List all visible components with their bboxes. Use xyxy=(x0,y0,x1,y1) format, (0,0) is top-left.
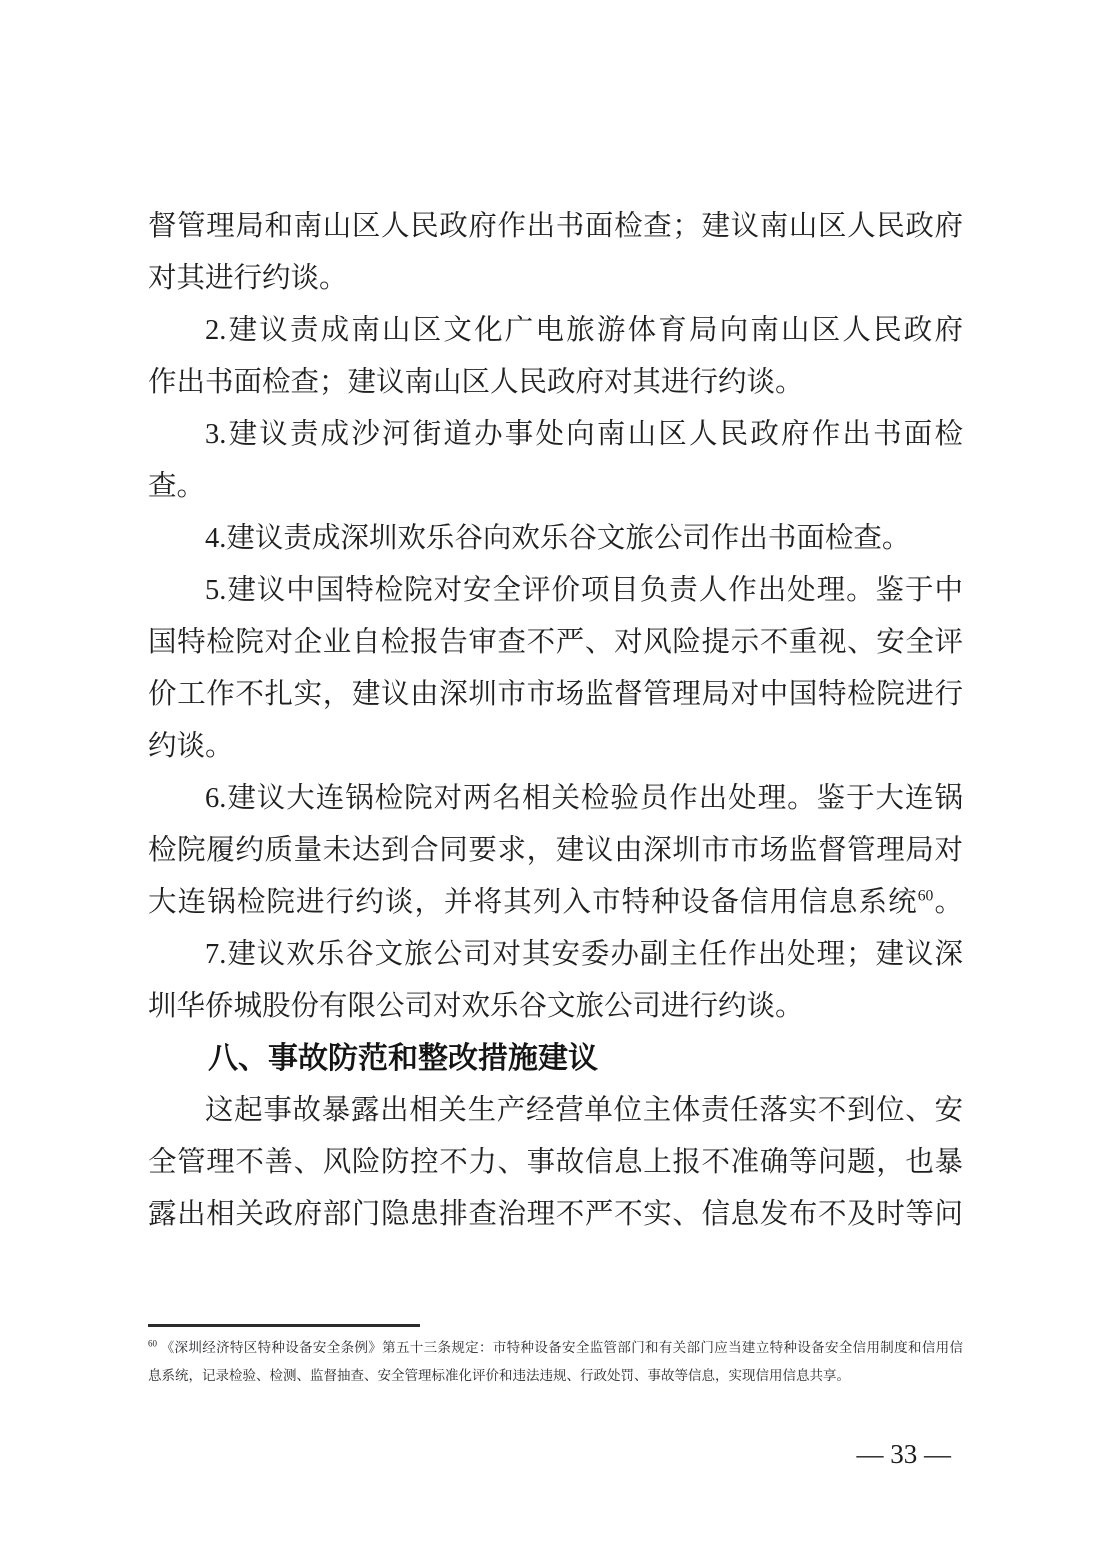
text-run: 圳华侨城股份有限公司对欢乐谷文旅公司进行约谈。 xyxy=(148,991,804,1022)
text-run: 查。 xyxy=(148,471,206,502)
text-run: 全管理不善、风险防控不力、事故信息上报不准确等问题，也暴 xyxy=(148,1147,963,1178)
footnote-separator-line xyxy=(148,1324,420,1327)
page-number: — 33 — xyxy=(856,1439,951,1469)
text-run: 作出书面检查；建议南山区人民政府对其进行约谈。 xyxy=(148,367,804,398)
text-run: 督管理局和南山区人民政府作出书面检查；建议南山区人民政府 xyxy=(148,211,963,242)
text-run: 对其进行约谈。 xyxy=(148,263,348,294)
text-line xyxy=(148,1137,963,1189)
document-body xyxy=(148,201,963,1241)
text-line xyxy=(148,981,963,1033)
text-run: 约谈。 xyxy=(148,731,234,762)
text-run: 3.建议责成沙河街道办事处向南山区人民政府作出书面检 xyxy=(205,419,963,450)
text-line xyxy=(148,929,963,981)
footnote-line xyxy=(148,1362,963,1390)
text-line xyxy=(148,305,963,357)
text-line xyxy=(148,617,963,669)
footnote-reference-superscript: 60 xyxy=(148,1338,157,1349)
text-run: 6.建议大连锅检院对两名相关检验员作出处理。鉴于大连锅 xyxy=(205,783,963,814)
text-line xyxy=(148,565,963,617)
text-line xyxy=(148,721,963,773)
footnote-area xyxy=(148,1324,963,1390)
text-run: 检院履约质量未达到合同要求，建议由深圳市市场监督管理局对 xyxy=(148,835,963,866)
text-line xyxy=(148,1085,963,1137)
text-line xyxy=(148,201,963,253)
text-line xyxy=(148,669,963,721)
text-line xyxy=(148,357,963,409)
text-line xyxy=(148,825,963,877)
text-line xyxy=(148,877,963,929)
text-line xyxy=(148,773,963,825)
text-run: 5.建议中国特检院对安全评价项目负责人作出处理。鉴于中 xyxy=(205,575,963,606)
text-line xyxy=(148,461,963,513)
text-run: 八、事故防范和整改措施建议 xyxy=(208,1042,598,1075)
text-run: 这起事故暴露出相关生产经营单位主体责任落实不到位、安 xyxy=(205,1095,963,1126)
footnote xyxy=(148,1334,963,1390)
text-run: 4.建议责成深圳欢乐谷向欢乐谷文旅公司作出书面检查。 xyxy=(205,523,911,554)
text-run: 大连锅检院进行约谈，并将其列入市特种设备信用信息系统 xyxy=(148,887,918,918)
text-run: 国特检院对企业自检报告审查不严、对风险提示不重视、安全评 xyxy=(148,627,963,658)
footnote-line xyxy=(148,1334,963,1362)
footnote-reference-superscript: 60 xyxy=(917,887,934,905)
text-run: 7.建议欢乐谷文旅公司对其安委办副主任作出处理；建议深 xyxy=(205,939,963,970)
text-run: 。 xyxy=(933,887,963,918)
section-heading xyxy=(148,1033,963,1085)
text-run: 《深圳经济特区特种设备安全条例》第五十三条规定：市特种设备安全监管部门和有关部门应当建立特种设备安全信用制度和信用信 xyxy=(157,1340,963,1355)
text-line xyxy=(148,1189,963,1241)
text-run: 价工作不扎实，建议由深圳市市场监督管理局对中国特检院进行 xyxy=(148,679,963,710)
text-run: 息系统，记录检验、检测、监督抽查、安全管理标准化评价和违法违规、行政处罚、事故等信息，实现信用信息共享。 xyxy=(148,1368,850,1383)
text-line xyxy=(148,253,963,305)
text-line xyxy=(148,513,963,565)
text-run: 2.建议责成南山区文化广电旅游体育局向南山区人民政府 xyxy=(205,315,963,346)
text-run: 露出相关政府部门隐患排查治理不严不实、信息发布不及时等问 xyxy=(148,1199,963,1230)
text-line xyxy=(148,409,963,461)
